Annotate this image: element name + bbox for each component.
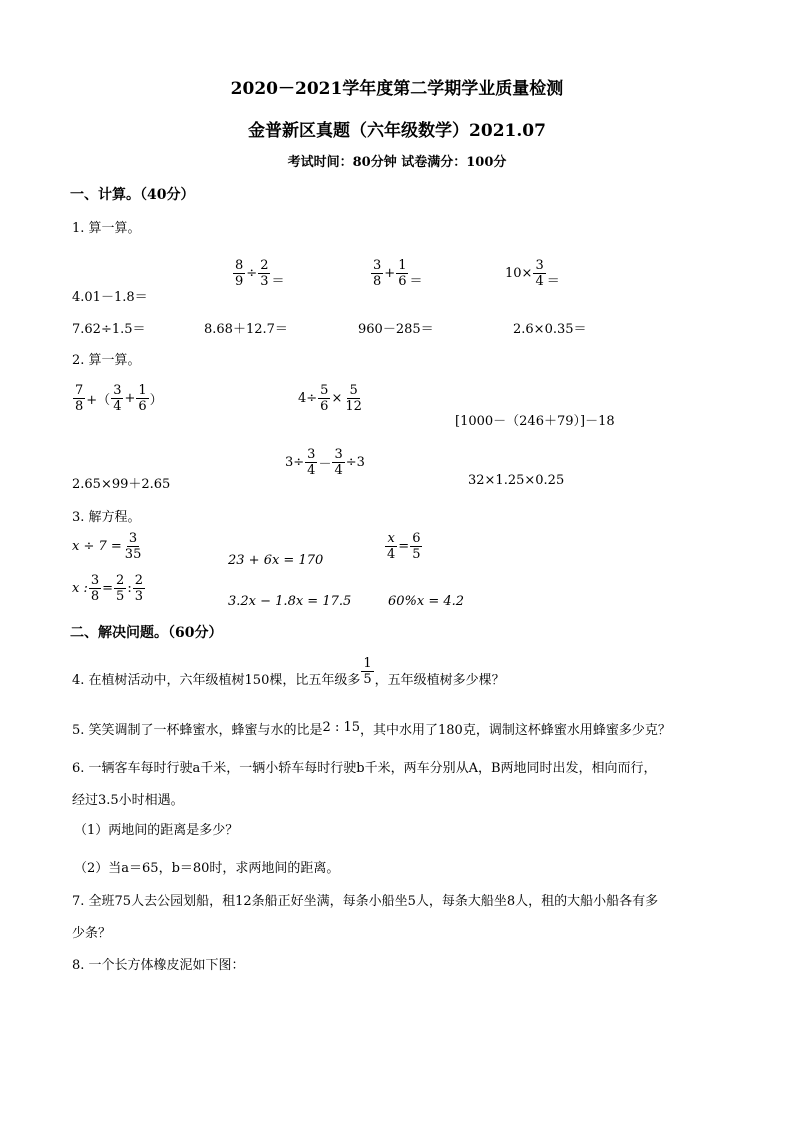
q7-line2: 少条？ [72, 926, 112, 941]
q2-item-d: 2.65×99＋2.65 [72, 477, 171, 492]
fraction: 3 4 [113, 383, 122, 414]
q3-item-f: 60%x = 4.2 [388, 594, 465, 609]
fraction: 2 3 [134, 573, 143, 604]
fraction: $\frac{6}{5}$ [412, 531, 421, 562]
q2-item-c: [1000－（246＋79）]－18 [455, 414, 615, 429]
fraction: $\frac{1}{6}$ [138, 383, 147, 414]
fraction: $\frac{2}{3}$ [260, 258, 269, 289]
fraction: $\frac{2}{5}$ [116, 573, 125, 604]
fraction: $\frac{x}{4}$ [387, 531, 396, 562]
section-2-heading: 二、解决问题。（60分） [70, 625, 223, 641]
q1-item-d: 10× $\frac{3}{4}$ ＝ [505, 258, 560, 289]
fraction: $\frac{5}{6}$ [320, 383, 329, 414]
q5-text: 5. 笑笑调制了一杯蜂蜜水，蜂蜜与水的比是2 : 15，其中水用了180克，调制这杯蜂蜜水用蜂蜜多少克？ [72, 720, 671, 738]
q1-item-b: $\frac{8}{9}$ ÷ $\frac{2}{3}$ ＝ [235, 258, 285, 289]
fraction: $\frac{1}{6}$ [398, 258, 407, 289]
fraction: $\frac{5}{12}$ [345, 383, 362, 414]
exam-info: 考试时间：80分钟 试卷满分：100分 [287, 155, 507, 170]
q2-item-f: 32×1.25×0.25 [468, 473, 565, 488]
q1-item-e: 7.62÷1.5＝ [72, 322, 146, 337]
q6-part1: （1）两地间的距离是多少？ [74, 823, 239, 838]
fraction: 3 8 [373, 258, 382, 289]
q1-item-c: 3 8 + $\frac{1}{6}$ ＝ [373, 258, 423, 289]
q3-item-b: 23 + 6x = 170 [228, 553, 324, 568]
q6-line2: 经过3.5小时相遇。 [72, 793, 184, 808]
fraction: $\frac{3}{4}$ [307, 447, 316, 478]
q8-label: 8. 一个长方体橡皮泥如下图： [72, 958, 245, 973]
q3-item-a: x ÷ 7 = $\frac{3}{35}$ [72, 531, 142, 562]
fraction: 7 8 [75, 383, 84, 414]
q1-item-h: 2.6×0.35＝ [513, 322, 587, 337]
q3-item-c: $\frac{x}{4}$ = $\frac{6}{5}$ [387, 531, 421, 562]
q3-item-d: x : $\frac{3}{8}$ = $\frac{2}{5}$ : 2 3 [72, 573, 143, 604]
q2-item-e: 3÷ $\frac{3}{4}$ － $\frac{3}{4}$ ÷3 [285, 447, 365, 478]
exam-title: 2020－2021学年度第二学期学业质量检测 [230, 79, 564, 99]
q4-text: 4. 在植树活动中，六年级植树150棵，比五年级多 1 5 ，五年级植树多少棵？ [72, 656, 505, 688]
q6-part2: （2）当a＝65，b＝80时，求两地间的距离。 [74, 861, 340, 876]
q3-label: 3. 解方程。 [72, 510, 141, 525]
section-1-heading: 一、计算。（40分） [70, 187, 195, 203]
q3-item-e: 3.2x − 1.8x = 17.5 [228, 594, 352, 609]
fraction: $\frac{3}{8}$ [90, 573, 100, 604]
q1-label: 1. 算一算。 [72, 221, 141, 236]
q2-item-a: 7 8 +（ 3 4 + $\frac{1}{6}$ ） [75, 383, 163, 414]
fraction: $\frac{8}{9}$ [235, 258, 244, 289]
q2-item-b: 4÷ $\frac{5}{6}$ × $\frac{5}{12}$ [298, 383, 362, 414]
q1-item-f: 8.68＋12.7＝ [204, 322, 288, 337]
fraction: $\frac{3}{35}$ [124, 531, 142, 562]
q1-item-g: 960－285＝ [358, 322, 434, 337]
q2-label: 2. 算一算。 [72, 353, 141, 368]
exam-subtitle: 金普新区真题（六年级数学）2021.07 [248, 121, 546, 141]
q1-item-a: 4.01－1.8＝ [72, 290, 148, 305]
fraction: $\frac{3}{4}$ [535, 258, 544, 289]
fraction: $\frac{3}{4}$ [334, 447, 343, 478]
q7-line1: 7. 全班75人去公园划船，租12条船正好坐满，每条小船坐5人，每条大船坐8人，租的大船小船各有多 [72, 894, 659, 909]
q6-line1: 6. 一辆客车每时行驶a千米，一辆小轿车每时行驶b千米，两车分别从A，B两地同时出发，相向而行， [72, 761, 657, 776]
fraction: 1 5 [363, 656, 372, 687]
